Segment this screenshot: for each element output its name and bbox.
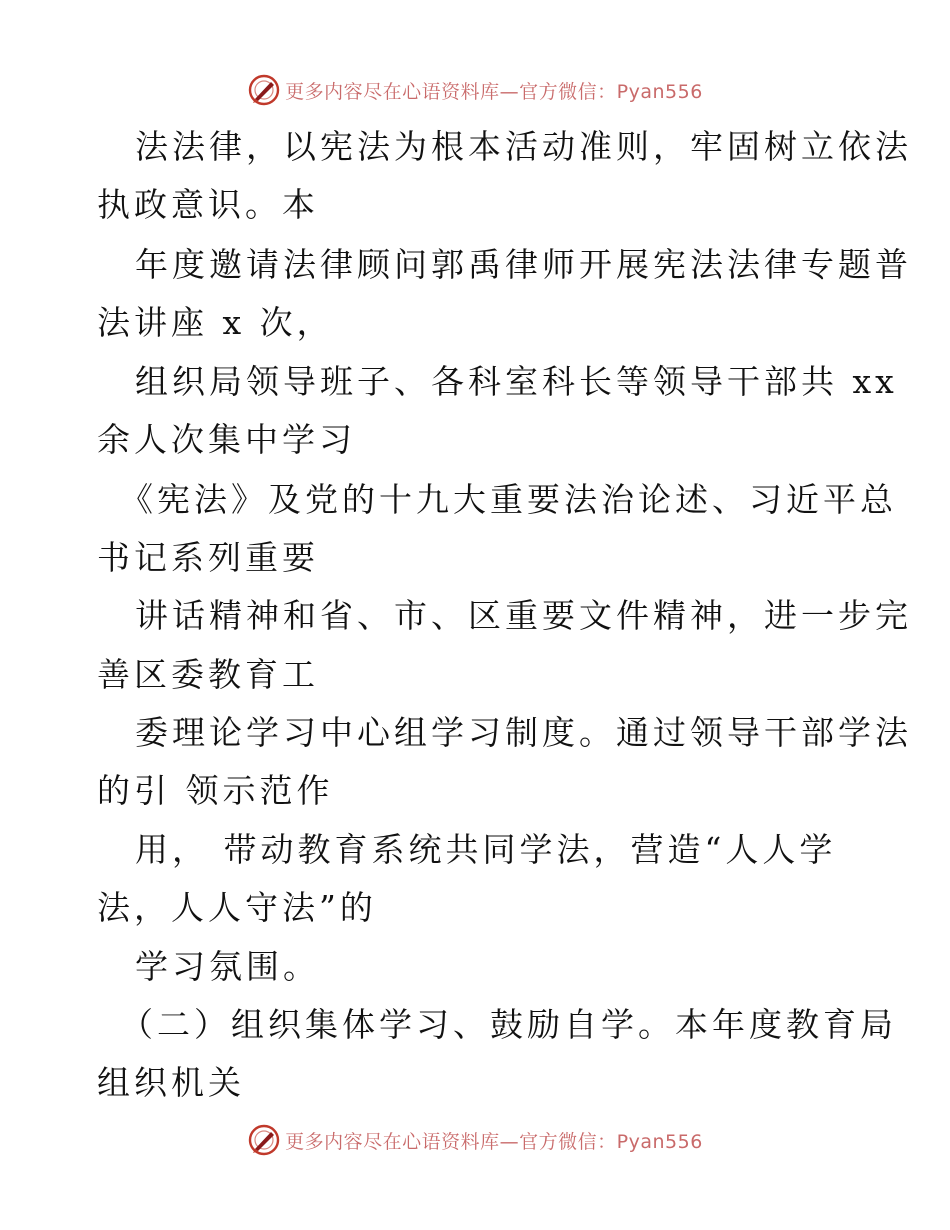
text-line: （二）组织集体学习、鼓励自学。本年度教育局 — [120, 1005, 897, 1044]
text-line: 《宪法》及党的十九大重要法治论述、习近平总 — [120, 480, 897, 519]
text-line: 用， 带动教育系统共同学法，营造“人人学 — [135, 830, 837, 869]
text-line: 善区委教育工 — [97, 655, 319, 694]
text-line: 余人次集中学习 — [97, 420, 356, 459]
footer-watermark — [0, 1120, 950, 1160]
text-line: 书记系列重要 — [97, 538, 319, 577]
text-line: 讲话精神和省、市、区重要文件精神，进一步完 — [135, 596, 912, 635]
watermark-text: 更多内容尽在心语资料库—官方微信：Pyan556 — [285, 1130, 703, 1153]
text-line: 组织局领导班子、各科室科长等领导干部共 xx — [135, 362, 898, 401]
pen-circle-logo-icon — [247, 1123, 281, 1157]
text-line: 学习氛围。 — [135, 947, 320, 986]
text-line: 法讲座 x 次， — [97, 303, 334, 342]
text-line: 法，人人守法”的 — [97, 888, 377, 927]
text-line: 组织机关 — [97, 1063, 245, 1102]
watermark-text: 更多内容尽在心语资料库—官方微信：Pyan556 — [285, 80, 703, 103]
text-line: 委理论学习中心组学习制度。通过领导干部学法 — [135, 713, 912, 752]
text-line: 的引 领示范作 — [97, 771, 334, 810]
text-line: 年度邀请法律顾问郭禹律师开展宪法法律专题普 — [135, 245, 912, 284]
text-line: 执政意识。本 — [97, 185, 319, 224]
text-line: 法法律，以宪法为根本活动准则，牢固树立依法 — [135, 127, 912, 166]
